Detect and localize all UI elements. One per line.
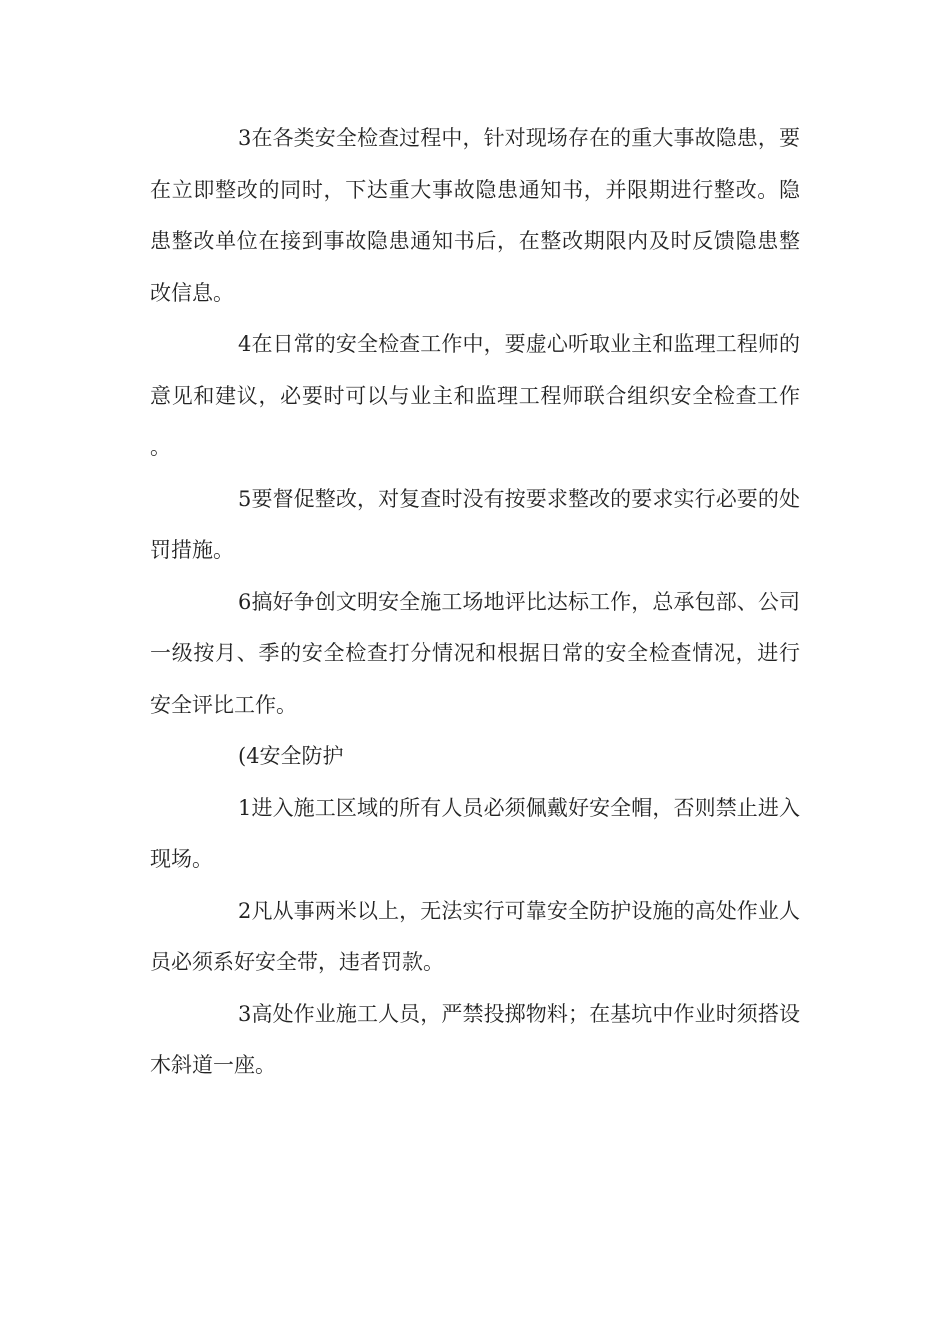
paragraph-safety-helmet: 1进入施工区域的所有人员必须佩戴好安全帽，否则禁止进入现场。 — [150, 795, 800, 871]
section-heading-safety-protection: (4安全防护 — [238, 744, 344, 768]
paragraph-inspection-hazard-rectification: 3在各类安全检查过程中，针对现场存在的重大事故隐患，要在立即整改的同时，下达重大事故隐患通知书，并限期进行整改。隐患整改单位在接到事故隐患通知书后，在整改期限内及时反馈隐患整改信息。 — [150, 126, 800, 305]
paragraph-high-work-materials: 3高处作业施工人员，严禁投掷物料；在基坑中作业时须搭设木斜道一座。 — [150, 1001, 800, 1077]
paragraph-safety-evaluation: 6搞好争创文明安全施工场地评比达标工作，总承包部、公司一级按月、季的安全检查打分情况和根据日常的安全检查情况，进行安全评比工作。 — [150, 589, 800, 717]
paragraph-rectification-penalties: 5要督促整改，对复查时没有按要求整改的要求实行必要的处罚措施。 — [150, 486, 800, 562]
paragraph-owner-supervisor-opinions: 4在日常的安全检查工作中，要虚心听取业主和监理工程师的意见和建议，必要时可以与业主和监理工程师联合组织安全检查工作。 — [150, 332, 800, 459]
document-body — [150, 113, 800, 1092]
paragraph-safety-belt: 2凡从事两米以上，无法实行可靠安全防护设施的高处作业人员必须系好安全带，违者罚款。 — [150, 898, 800, 974]
